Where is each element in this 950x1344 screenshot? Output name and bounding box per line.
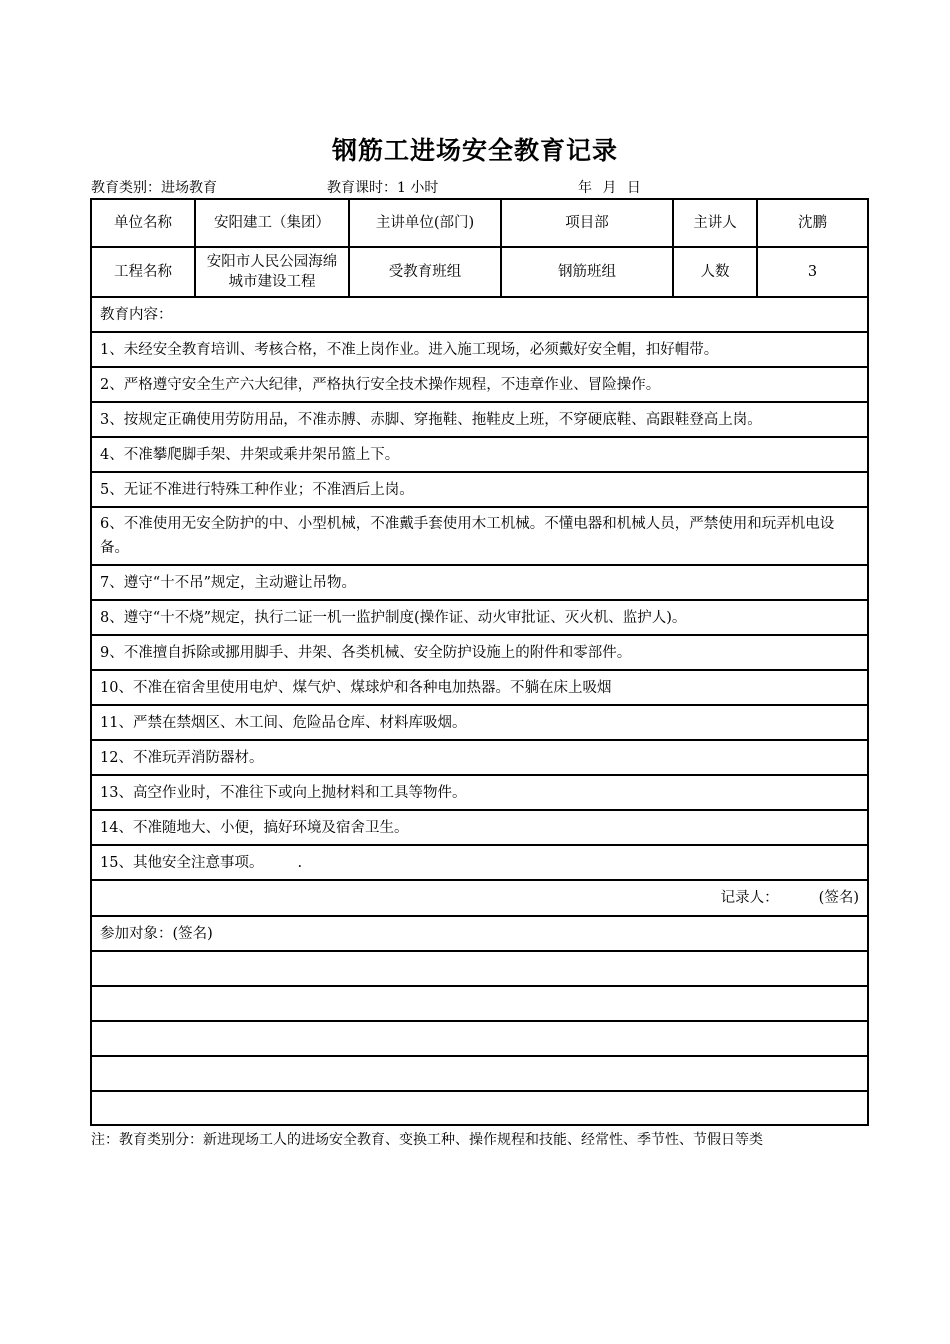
signature-row[interactable] <box>91 1091 868 1125</box>
rule-item: 11、严禁在禁烟区、木工间、危险品仓库、材料库吸烟。 <box>91 705 868 740</box>
rule-item: 3、按规定正确使用劳防用品，不准赤膊、赤脚、穿拖鞋、拖鞋皮上班，不穿硬底鞋、高跟鞋登高上岗。 <box>91 402 868 437</box>
education-category: 教育类别：进场教育 <box>91 180 217 196</box>
lecturer-unit-value: 项目部 <box>501 199 673 247</box>
rule-item-15-text: 15、其他安全注意事项。 <box>100 854 264 871</box>
rule-item: 9、不准擅自拆除或挪用脚手、井架、各类机械、安全防护设施上的附件和零部件。 <box>91 635 868 670</box>
unit-label: 单位名称 <box>91 199 195 247</box>
lecturer-unit-label: 主讲单位(部门) <box>349 199 501 247</box>
recorder-row <box>91 880 868 916</box>
page-title: 钢筋工进场安全教育记录 <box>331 136 618 165</box>
rule-item: 7、遵守“十不吊”规定，主动避让吊物。 <box>91 565 868 600</box>
rule-item-15 <box>91 845 868 880</box>
recorder-label: 记录人： <box>720 890 779 906</box>
rule-item-15-dot: . <box>297 854 303 871</box>
team-value: 钢筋班组 <box>501 247 673 297</box>
education-hours: 教育课时：1 小时 <box>327 180 439 196</box>
team-label: 受教育班组 <box>349 247 501 297</box>
signature-row[interactable] <box>91 1021 868 1056</box>
education-record-table <box>90 198 869 1126</box>
rule-item: 14、不准随地大、小便，搞好环境及宿舍卫生。 <box>91 810 868 845</box>
lecturer-value: 沈鹏 <box>757 199 868 247</box>
record-date: 年 月 日 <box>578 180 641 196</box>
rule-item: 12、不准玩弄消防器材。 <box>91 740 868 775</box>
project-label: 工程名称 <box>91 247 195 297</box>
rule-item: 2、严格遵守安全生产六大纪律，严格执行安全技术操作规程，不违章作业、冒险操作。 <box>91 367 868 402</box>
footnote: 注：教育类别分：新进现场工人的进场安全教育、变换工种、操作规程和技能、经常性、季节性、节假日等类 <box>91 1132 763 1148</box>
count-label: 人数 <box>673 247 757 297</box>
rule-item: 10、不准在宿舍里使用电炉、煤气炉、煤球炉和各种电加热器。不躺在床上吸烟 <box>91 670 868 705</box>
count-value: 3 <box>757 247 868 297</box>
info-row-2 <box>91 247 868 297</box>
signature-row[interactable] <box>91 1056 868 1091</box>
rule-item: 8、遵守“十不烧”规定，执行二证一机一监护制度(操作证、动火审批证、灭火机、监护人)。 <box>91 600 868 635</box>
participants-label: 参加对象：(签名) <box>91 916 868 951</box>
info-row-1 <box>91 199 868 247</box>
rule-item: 4、不准攀爬脚手架、井架或乘井架吊篮上下。 <box>91 437 868 472</box>
rule-item: 13、高空作业时，不准往下或向上抛材料和工具等物件。 <box>91 775 868 810</box>
unit-value: 安阳建工（集团） <box>195 199 349 247</box>
rule-item: 5、无证不准进行特殊工种作业；不准酒后上岗。 <box>91 472 868 507</box>
rule-item: 6、不准使用无安全防护的中、小型机械，不准戴手套使用木工机械。不懂电器和机械人员，严禁使用和玩弄机电设备。 <box>91 507 868 565</box>
content-header: 教育内容： <box>91 297 868 332</box>
project-value: 安阳市人民公园海绵城市建设工程 <box>195 247 349 297</box>
lecturer-label: 主讲人 <box>673 199 757 247</box>
rule-item: 1、未经安全教育培训、考核合格，不准上岗作业。进入施工现场，必须戴好安全帽，扣好帽带。 <box>91 332 868 367</box>
signature-row[interactable] <box>91 986 868 1021</box>
recorder-signature: (签名) <box>818 890 859 906</box>
signature-row[interactable] <box>91 951 868 986</box>
